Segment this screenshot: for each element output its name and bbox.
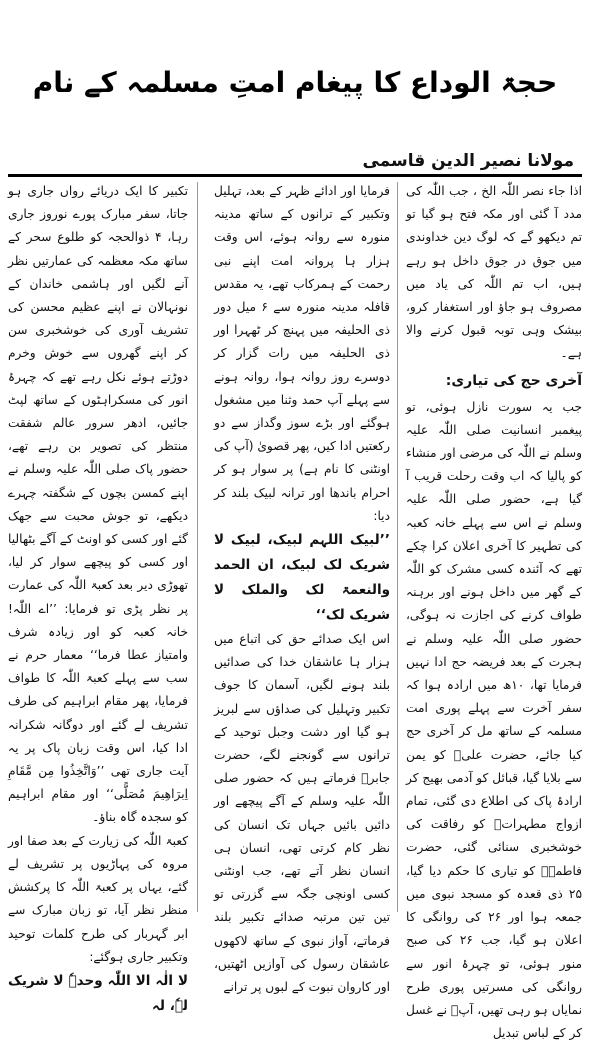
body-paragraph: اذا جاء نصر اللّٰہ الخ ، جب اللّٰہ کی مدد آ گئی اور مکہ فتح ہو گیا تو تم دیکھو گے کہ لوگ دین خداوندی میں جوق در جوق داخل ہو رہے ہیں، اب تم اللّٰہ کی یاد میں مصروف ہو جاؤ اور استغفار کرو، بیشک وہی توبہ قبول کرنے والا ہے۔ xyxy=(406,184,582,361)
column-divider xyxy=(397,182,398,912)
quoted-verse: لا الٰہ الا اللّٰہ وحدہٗ لا شریک لہٗ، لہ xyxy=(8,972,188,1014)
body-paragraph: کعبۃ اللّٰہ کی زیارت کے بعد صفا اور مروہ کی پہاڑیوں پر تشریف لے گئے، یہاں پر کعبۃ اللّٰہ کا پرکشش منظر نظر آیا، تو زبان مبارک سے ابر گہربار کی طرح کلمات توحید وتکبیر جاری ہوگئے: xyxy=(8,833,188,964)
quoted-verse: ’’لبیک اللہم لبیک، لبیک لا شریک لک لبیک، ان الحمد والنعمۃ لک والملک لا شریک لک‘‘ xyxy=(214,532,390,624)
column-divider xyxy=(197,182,198,912)
article-column-1 xyxy=(406,180,583,1041)
article-headline: حجۃ الوداع کا پیغام امتِ مسلمہ کے نام xyxy=(32,66,558,99)
body-paragraph: جب یہ سورت نازل ہوئی، تو پیغمبر انسانیت صلی اللّٰہ علیہ وسلم نے اللّٰہ کی مرضی اور منشاء کو پالیا کہ اب وقت رحلت قریب آ گیا ہے، حضور صلی اللّٰہ علیہ وسلم نے اس سے پہلے خانہ کعبہ کی تطہیر کا آخری اعلان کرا چکے تھے کہ آئندہ کسی مشرک کو اللّٰہ کے گھر میں داخل ہونے اور برہنہ طواف کرنے کی اجازت نہ ہوگی، حضور صلی اللّٰہ علیہ وسلم نے ہجرت کے بعد فریضہ حج ادا نہیں فرمایا تھا، ۱۰ھ میں ارادہ ہوا کہ سفر آخرت سے پہلے پوری امت مسلمہ کے ساتھ مل کر آخری حج کیا جائے، حضرت علیؓ کو یمن سے بلایا گیا، قبائل کو آدمی بھیج کر ارادۂ پاک کی اطلاع دی گئی، تمام ازواج مطہراتؓ کو رفاقت کی خوشخبری سنائی گئی، حضرت فاطمہؓ کو تیاری کا حکم دیا گیا، ۲۵ ذی قعدہ کو مسجد نبوی میں جمعہ ہوا اور ۲۶ کی روانگی کا اعلان ہو گیا، جب ۲۶ کی صبح منور ہوئی، تو چہرۂ انور سے روانگی کی مسرتیں پوری طرح نمایاں ہو رہی تھیں، آپؐ نے غسل کر کے لباس تبدیل xyxy=(406,399,583,1041)
body-paragraph: فرمایا اور ادائے ظہر کے بعد، تہلیل وتکبیر کے ترانوں کے ساتھ مدینہ منورہ سے روانہ ہوئے، اس وقت ہزار ہا پروانہ امت اپنے نبی رحمت کے ہمرکاب تھے، یہ مقدس قافلہ مدینہ منورہ سے ۶ میل دور ذی الحلیفہ میں پہنچ کر ٹھہرا اور ذی الحلیفہ میں رات گزار کر دوسرے روز روانہ ہوا، روانہ ہونے سے پہلے آپ حمد وثنا میں مشغول ہوگئے اور بڑے سوز وگداز سے دو رکعتیں ادا کیں، پھر قصویٰ (آپ کی اونٹنی کا نام ہے) پر سوار ہو کر احرام باندھا اور ترانہ لبیک بلند کر دیا: xyxy=(214,184,390,523)
section-subheading: آخری حج کی تیاری: xyxy=(445,372,582,389)
body-paragraph: تکبیر کا ایک دریائے رواں جاری ہو جاتا، سفر مبارک پورے نوروز جاری رہا، ۴ ذوالحجہ کو طلوع سحر کے ساتھ مکہ معظمہ کی عمارتیں نظر آنے لگیں اور ہاشمی خاندان کے نونہالان نے اپنے عظیم محسن کی تشریف آوری کی خوشخبری سن کر اپنے گھروں سے خوش وخرم دوڑتے ہوئے نکل رہے تھے کہ چہرۂ انور کی مسکراہٹوں کے ساتھ لپٹ جائیں، ادھر سرور عالم شفقت منتظر کی تصویر بن رہے تھے، حضور پاک صلی اللّٰہ علیہ وسلم نے اپنے کمسن بچوں کے شگفتہ چہرے دیکھے، تو جوش محبت سے جھک گئے اور کسی کو اونٹ کے آگے بٹھالیا اور کسی کو پیچھے سوار کر لیا، تھوڑی دیر بعد کعبۃ اللّٰہ کی عمارت پر نظر پڑی تو فرمایا: ’’اے اللّٰہ! خانہ کعبہ کو اور زیادہ شرف وامتیاز عطا فرما‘‘ معمار حرم نے سب سے پہلے کعبۃ اللّٰہ کا طواف فرمایا، پھر مقام ابراہیم کی طرف تشریف لے گئے اور دوگانہ شکرانہ ادا کیا، اس وقت زبان پاک پر یہ آیت جاری تھی ’’وَاتَّخِذُوا مِن مَّقَامِ اِبرَاهِيمَ مُصَلًّى‘‘ اور مقام ابراہیم کو سجدہ گاہ بناؤ۔ xyxy=(8,184,188,825)
article-byline: مولانا نصیر الدین قاسمی xyxy=(362,151,574,171)
article-column-3 xyxy=(8,180,188,1014)
header-rule xyxy=(8,174,582,177)
body-paragraph: اس ایک صدائے حق کی اتباع میں ہزار ہا عاشقان خدا کی صدائیں بلند ہونے لگیں، آسمان کا جوف تکبیر وتہلیل کی صداؤں سے لبریز ہو گیا اور دشت وجبل توحید کے ترانوں سے گونجنے لگے، حضرت جابرؓ فرماتے ہیں کہ حضور صلی اللّٰہ علیہ وسلم کے آگے پیچھے اور دائیں بائیں جہاں تک انسان کی نظر کام کرتی تھی، انسان ہی انسان نظر آتے تھے، جب اونٹنی کسی اونچی جگہ سے گزرتی تو تین تین مرتبہ صدائے تکبیر بلند فرماتے، آواز نبوی کے ساتھ لاکھوں عاشقان رسول کی آوازیں اٹھتیں، اور کاروان نبوت کے لبوں پر ترانے xyxy=(214,632,390,995)
article-column-2 xyxy=(214,180,390,995)
